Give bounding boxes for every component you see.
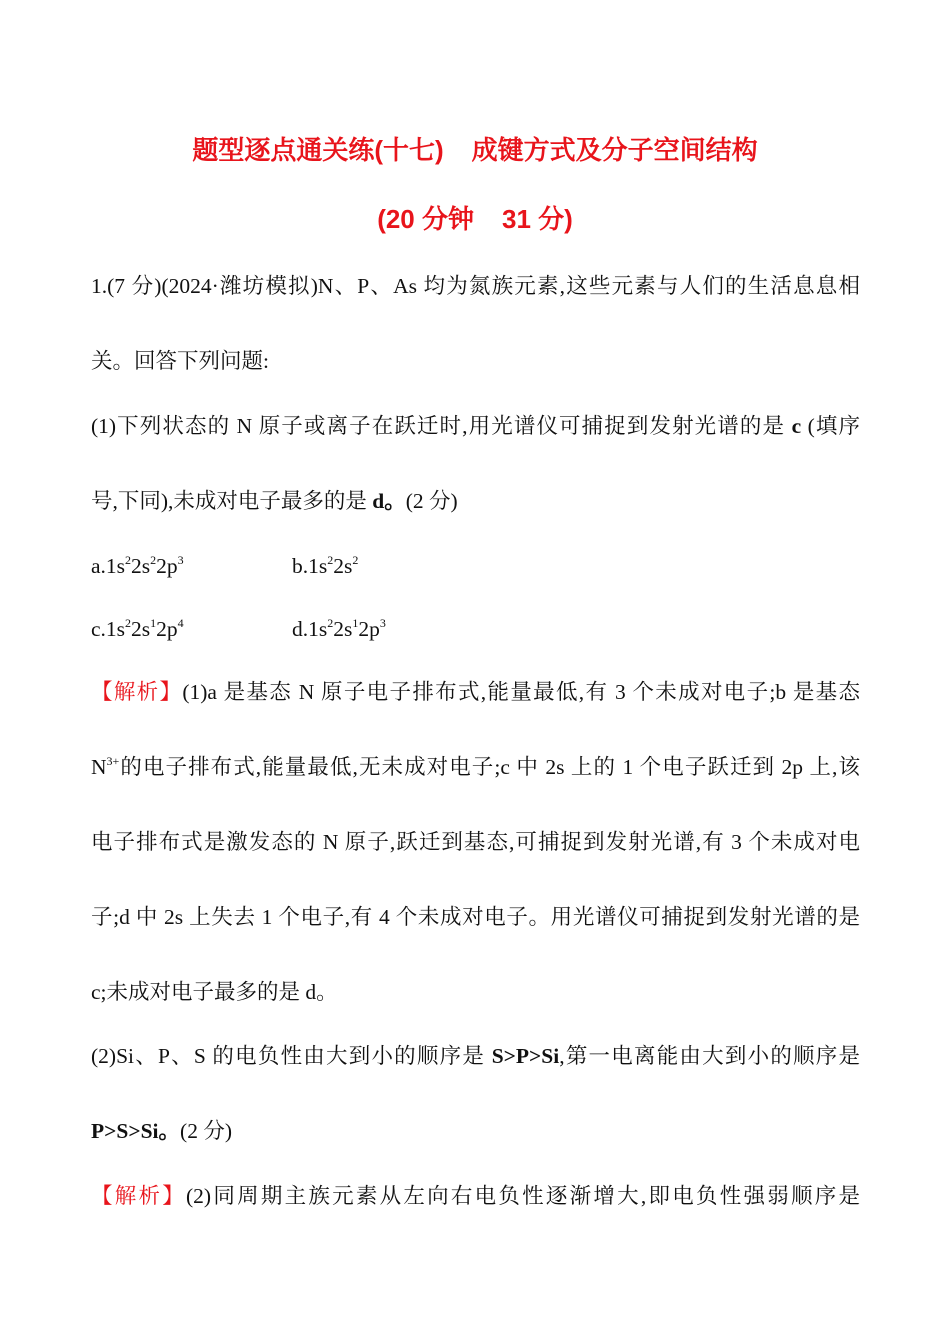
options-row-1 bbox=[91, 551, 860, 581]
ion-charge: 3+ bbox=[106, 754, 120, 768]
analysis1-line-2 bbox=[91, 752, 860, 782]
question-intro-line-2: 关。回答下列问题: bbox=[91, 349, 269, 373]
ion-symbol: N bbox=[91, 755, 107, 779]
part2-text: (2)Si、P、S 的电负性由大到小的顺序是 bbox=[91, 1044, 492, 1068]
part1-line-2 bbox=[91, 486, 860, 516]
part2-line-1 bbox=[91, 1041, 860, 1071]
part2-text-tail: ,第一电离能由大到小的顺序是 bbox=[559, 1044, 860, 1068]
option-c: $c.1s^22s^12p^4$ bbox=[91, 616, 184, 641]
title-part-a: 题型逐点通关练(十七) bbox=[192, 135, 444, 165]
analysis1-text-2: 的电子排布式,能量最低,无未成对电子;c 中 2s 上的 1 个电子跃迁到 2p 上,该 bbox=[119, 755, 860, 779]
page-title bbox=[0, 135, 950, 165]
analysis1-text-1: (1)a 是基态 N 原子电子排布式,能量最低,有 3 个未成对电子;b 是基态 bbox=[182, 680, 860, 704]
answer-d: d。 bbox=[372, 489, 406, 513]
analysis1-line-1 bbox=[91, 677, 860, 707]
analysis-tag-2: 【解析】 bbox=[91, 1184, 187, 1208]
question-intro-line-1: 1.(7 分)(2024·潍坊模拟)N、P、As 均为氮族元素,这些元素与人们的生活息息相 bbox=[91, 274, 860, 298]
analysis2-text-1: (2)同周期主族元素从左向右电负性逐渐增大,即电负性强弱顺序是 bbox=[186, 1184, 860, 1208]
analysis1-line-5: c;未成对电子最多的是 d。 bbox=[91, 980, 338, 1004]
analysis1-line-4: 子;d 中 2s 上失去 1 个电子,有 4 个未成对电子。用光谱仪可捕捉到发射光谱的是 bbox=[91, 905, 860, 929]
option-b: $b.1s^22s^2$ bbox=[292, 553, 359, 578]
options-row-2 bbox=[91, 614, 860, 644]
analysis-tag: 【解析】 bbox=[91, 680, 183, 704]
page-subtitle bbox=[0, 204, 950, 234]
part1-text-tail: (填序 bbox=[801, 414, 860, 438]
part1-text: (1)下列状态的 N 原子或离子在跃迁时,用光谱仪可捕捉到发射光谱的是 bbox=[91, 414, 792, 438]
option-d: $d.1s^22s^12p^3$ bbox=[292, 616, 386, 641]
answer-ionization: P>S>Si。 bbox=[91, 1119, 181, 1143]
answer-c: c bbox=[791, 414, 802, 438]
subtitle-time: (20 分钟 bbox=[377, 204, 474, 234]
option-a: $a.1s^22s^22p^3$ bbox=[91, 553, 184, 578]
answer-electronegativity: S>P>Si bbox=[491, 1044, 560, 1068]
analysis1-line-3: 电子排布式是激发态的 N 原子,跃迁到基态,可捕捉到发射光谱,有 3 个未成对电 bbox=[91, 830, 860, 854]
part2-score: (2 分) bbox=[180, 1119, 232, 1143]
part1-line-1 bbox=[91, 411, 860, 441]
subtitle-score: 31 分) bbox=[502, 204, 573, 234]
part2-line-2 bbox=[91, 1116, 860, 1146]
analysis2-line-1 bbox=[91, 1181, 860, 1211]
part1-score: (2 分) bbox=[405, 489, 458, 513]
title-part-b: 成键方式及分子空间结构 bbox=[471, 135, 758, 165]
part1-text-2: 号,下同),未成对电子最多的是 bbox=[91, 489, 373, 513]
